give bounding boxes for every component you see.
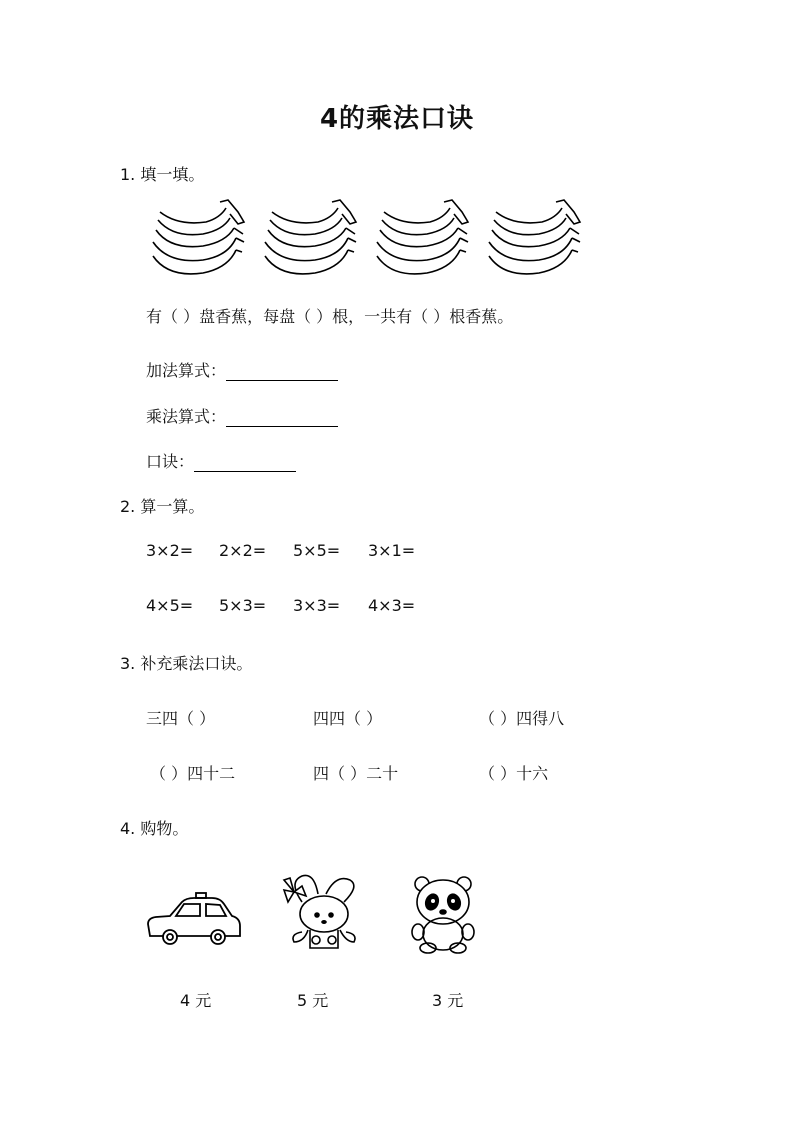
car-price: 4 元 bbox=[180, 991, 212, 1010]
rhyme-item: 四四（ ） bbox=[313, 709, 383, 728]
calc-item: 5×3= bbox=[219, 596, 267, 615]
rhyme-item: 三四（ ） bbox=[146, 709, 216, 728]
calc-item: 4×5= bbox=[146, 596, 194, 615]
rhyme-answer-line[interactable] bbox=[194, 455, 296, 472]
rhyme-item: （ ）四十二 bbox=[150, 764, 236, 783]
banana-bunch-icon bbox=[148, 198, 248, 278]
calc-item: 3×2= bbox=[146, 541, 194, 560]
rhyme-item: 四（ ）二十 bbox=[313, 764, 399, 783]
rhyme-item: （ ）四得八 bbox=[479, 709, 565, 728]
calc-item: 4×3= bbox=[368, 596, 416, 615]
addition-label: 加法算式： bbox=[146, 361, 227, 380]
addition-answer-line[interactable] bbox=[226, 364, 338, 381]
calc-item: 5×5= bbox=[293, 541, 341, 560]
calc-item: 3×3= bbox=[293, 596, 341, 615]
multiplication-label: 乘法算式： bbox=[146, 407, 227, 426]
q3-heading: 3. 补充乘法口诀。 bbox=[120, 654, 253, 673]
calc-item: 2×2= bbox=[219, 541, 267, 560]
banana-bunch-icon bbox=[484, 198, 584, 278]
rhyme-label: 口诀： bbox=[146, 452, 195, 471]
multiplication-answer-line[interactable] bbox=[226, 410, 338, 427]
q4-heading: 4. 购物。 bbox=[120, 819, 189, 838]
panda-icon bbox=[410, 874, 476, 954]
q1-heading: 1. 填一填。 bbox=[120, 165, 205, 184]
panda-price: 3 元 bbox=[432, 991, 464, 1010]
rhyme-row bbox=[146, 449, 296, 472]
calc-item: 3×1= bbox=[368, 541, 416, 560]
banana-bunch-icon bbox=[372, 198, 472, 278]
q1-sentence: 有（ ）盘香蕉，每盘（ ）根，一共有（ ）根香蕉。 bbox=[146, 307, 514, 326]
doll-price: 5 元 bbox=[297, 991, 329, 1010]
bunny-doll-icon bbox=[280, 872, 364, 952]
rhyme-item: （ ）十六 bbox=[479, 764, 549, 783]
banana-bunch-icon bbox=[260, 198, 360, 278]
car-icon bbox=[144, 892, 244, 948]
page-title: 4的乘法口诀 bbox=[319, 104, 475, 134]
addition-row bbox=[146, 358, 338, 381]
q2-heading: 2. 算一算。 bbox=[120, 497, 205, 516]
multiplication-row bbox=[146, 404, 338, 427]
